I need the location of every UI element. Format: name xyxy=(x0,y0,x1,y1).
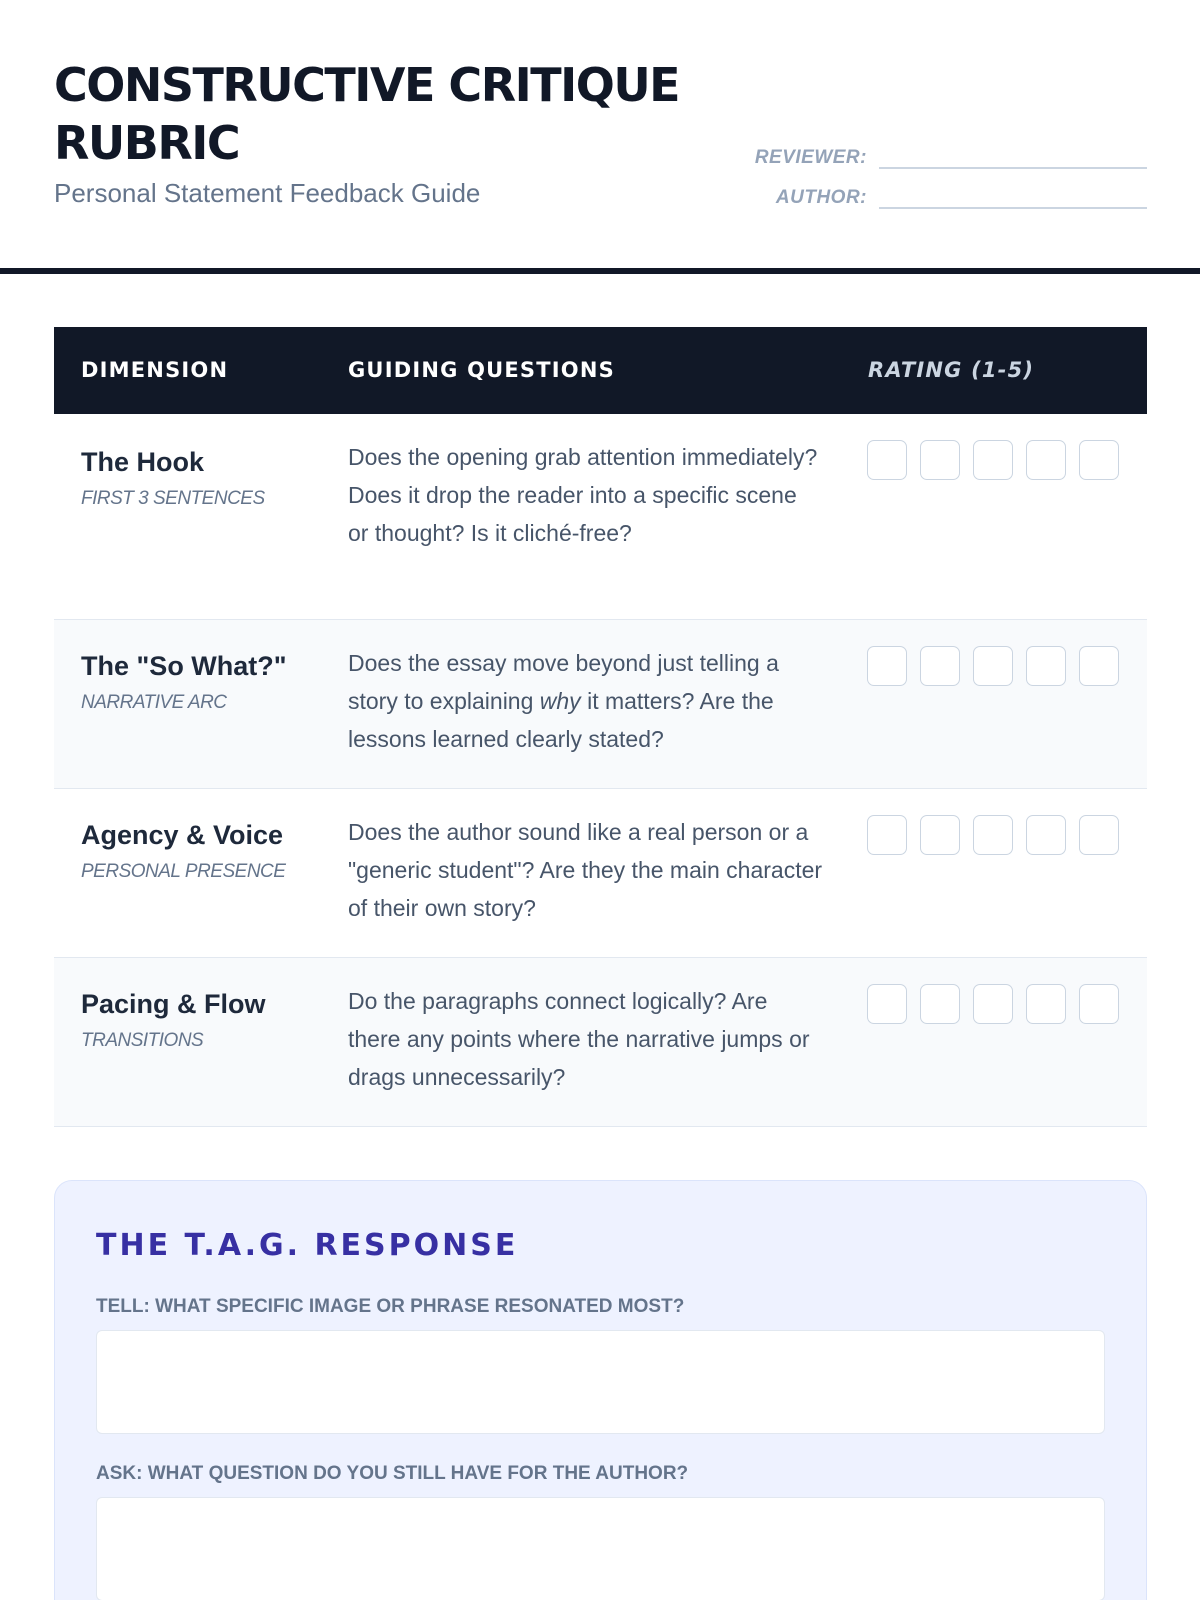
tag-title: THE T.A.G. RESPONSE xyxy=(96,1228,519,1263)
page-subtitle: Personal Statement Feedback Guide xyxy=(54,178,481,208)
dimension-title: The Hook xyxy=(81,447,205,477)
rating-boxes xyxy=(867,984,1119,1024)
table-row xyxy=(54,414,1147,620)
rating-boxes xyxy=(867,440,1119,480)
page-title: CONSTRUCTIVE CRITIQUE RUBRIC xyxy=(54,58,680,170)
tell-label: TELL: WHAT SPECIFIC IMAGE OR PHRASE RESONATED MOST? xyxy=(96,1296,685,1317)
ask-input[interactable] xyxy=(96,1497,1105,1600)
reviewer-label: REVIEWER: xyxy=(754,147,867,168)
author-field[interactable] xyxy=(879,181,1147,209)
reviewer-row xyxy=(737,141,1147,169)
dimension-title: The "So What?" xyxy=(81,651,287,681)
rating-box-5[interactable] xyxy=(1079,984,1119,1024)
document-header xyxy=(0,0,1200,274)
header-rating: RATING (1-5) xyxy=(868,358,1035,382)
header-guiding-questions: GUIDING QUESTIONS xyxy=(348,358,615,382)
rating-box-2[interactable] xyxy=(920,440,960,480)
rating-box-3[interactable] xyxy=(973,984,1013,1024)
guiding-question: Does the essay move beyond just telling a story to explaining why it matters? Are the lessons learned clearly stated? xyxy=(348,650,779,752)
header-dimension: DIMENSION xyxy=(81,358,229,382)
ask-label: ASK: WHAT QUESTION DO YOU STILL HAVE FOR THE AUTHOR? xyxy=(96,1463,689,1484)
table-row xyxy=(54,958,1147,1127)
tag-response-panel xyxy=(54,1180,1147,1600)
rating-box-2[interactable] xyxy=(920,815,960,855)
table-header xyxy=(54,327,1147,414)
rating-box-1[interactable] xyxy=(867,815,907,855)
rating-box-1[interactable] xyxy=(867,440,907,480)
rating-box-5[interactable] xyxy=(1079,440,1119,480)
guiding-question: Does the opening grab attention immediately? Does it drop the reader into a specific scene or thought? Is it cliché-free? xyxy=(348,444,818,546)
dimension-title: Pacing & Flow xyxy=(81,989,266,1019)
dimension-subtitle: TRANSITIONS xyxy=(81,1030,204,1051)
guiding-question: Do the paragraphs connect logically? Are there any points where the narrative jumps or drags unnecessarily? xyxy=(348,988,810,1090)
emphasis-why: why xyxy=(539,688,581,714)
rating-box-1[interactable] xyxy=(867,984,907,1024)
rating-box-2[interactable] xyxy=(920,984,960,1024)
rating-box-5[interactable] xyxy=(1079,815,1119,855)
rating-box-1[interactable] xyxy=(867,646,907,686)
author-label: AUTHOR: xyxy=(775,187,867,208)
tell-input[interactable] xyxy=(96,1330,1105,1434)
rating-box-2[interactable] xyxy=(920,646,960,686)
rating-boxes xyxy=(867,815,1119,855)
rating-box-3[interactable] xyxy=(973,646,1013,686)
author-row xyxy=(737,181,1147,209)
rating-box-3[interactable] xyxy=(973,440,1013,480)
table-row xyxy=(54,789,1147,958)
rating-box-3[interactable] xyxy=(973,815,1013,855)
reviewer-field[interactable] xyxy=(879,141,1147,169)
rating-box-5[interactable] xyxy=(1079,646,1119,686)
dimension-title: Agency & Voice xyxy=(81,820,284,850)
rating-box-4[interactable] xyxy=(1026,646,1066,686)
guiding-question: Does the author sound like a real person or a "generic student"? Are they the main character of their own story? xyxy=(348,819,823,921)
table-row xyxy=(54,620,1147,789)
rating-box-4[interactable] xyxy=(1026,815,1066,855)
dimension-subtitle: NARRATIVE ARC xyxy=(81,692,227,713)
dimension-subtitle: PERSONAL PRESENCE xyxy=(81,861,286,882)
rating-boxes xyxy=(867,646,1119,686)
rating-box-4[interactable] xyxy=(1026,984,1066,1024)
rating-box-4[interactable] xyxy=(1026,440,1066,480)
dimension-subtitle: FIRST 3 SENTENCES xyxy=(81,488,265,509)
rubric-table xyxy=(54,327,1147,1127)
